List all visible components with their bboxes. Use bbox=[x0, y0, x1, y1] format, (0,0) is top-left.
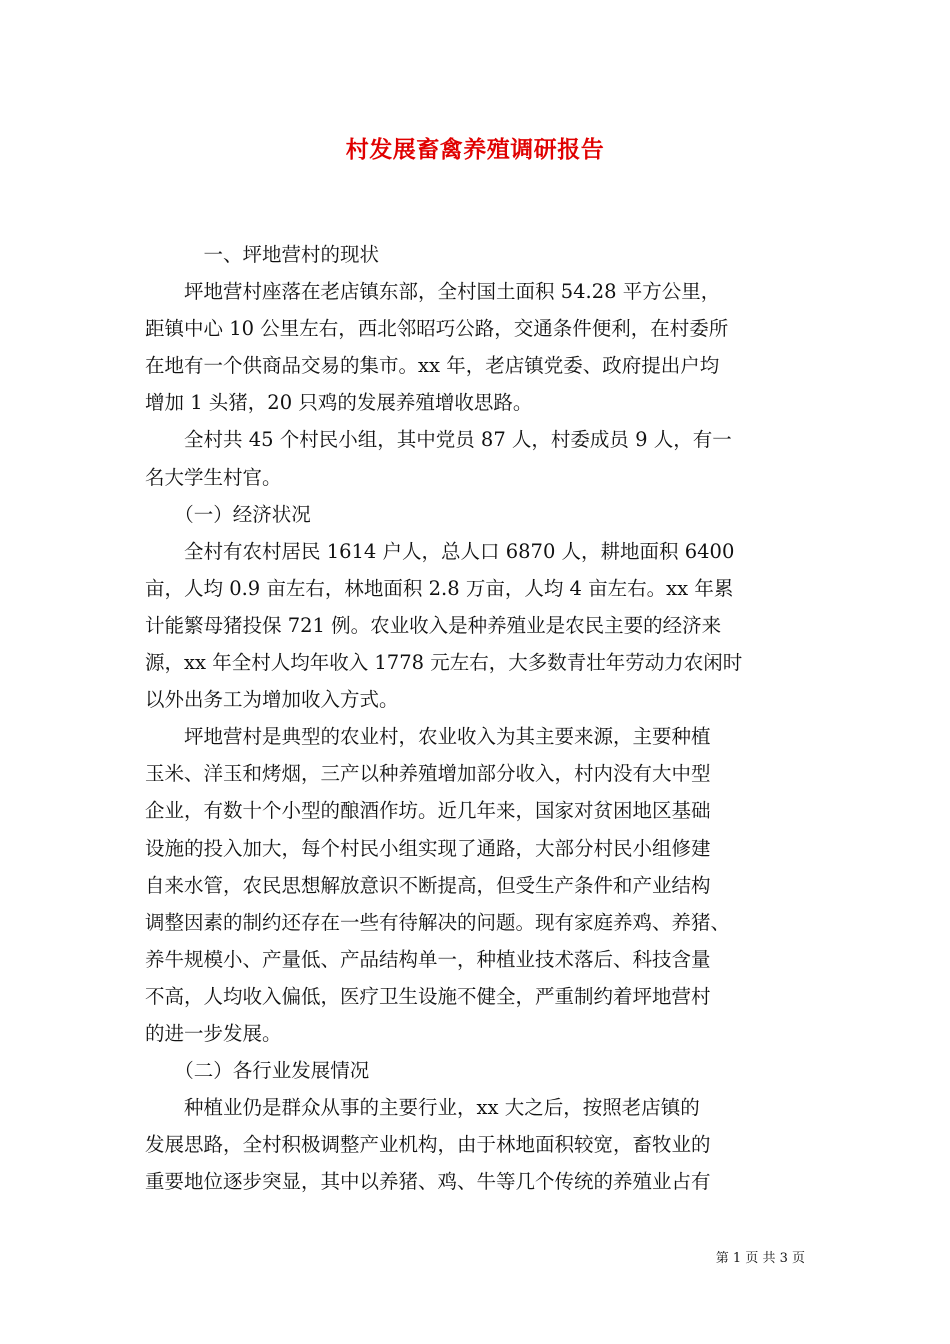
body-line: 发展思路，全村积极调整产业机构，由于林地面积较宽，畜牧业的 bbox=[145, 1133, 711, 1157]
body-line: 自来水管，农民思想解放意识不断提高，但受生产条件和产业结构 bbox=[145, 873, 711, 897]
body-line: 增加 1 头猪，20 只鸡的发展养殖增收思路。 bbox=[145, 391, 533, 415]
body-line: 名大学生村官。 bbox=[145, 465, 282, 489]
body-line: 源，xx 年全村人均年收入 1778 元左右，大多数青壮年劳动力农闲时 bbox=[145, 651, 743, 675]
body-line: 计能繁母猪投保 721 例。农业收入是种养殖业是农民主要的经济来 bbox=[145, 613, 722, 637]
body-line: 距镇中心 10 公里左右，西北邻昭巧公路，交通条件便利，在村委所 bbox=[145, 317, 729, 341]
body-line: 设施的投入加大，每个村民小组实现了通路，大部分村民小组修建 bbox=[145, 836, 711, 860]
body-line: 坪地营村座落在老店镇东部，全村国土面积 54.28 平方公里， bbox=[145, 280, 721, 304]
body-line: 的进一步发展。 bbox=[145, 1021, 282, 1045]
body-line: 全村有农村居民 1614 户人，总人口 6870 人，耕地面积 6400 bbox=[145, 539, 735, 563]
body-line: 在地有一个供商品交易的集市。xx 年，老店镇党委、政府提出户均 bbox=[145, 354, 720, 378]
body-line: 以外出务工为增加收入方式。 bbox=[145, 688, 399, 712]
document-title: 村发展畜禽养殖调研报告 bbox=[345, 136, 605, 163]
body-line: 玉米、洋玉和烤烟，三产以种养殖增加部分收入，村内没有大中型 bbox=[145, 762, 711, 786]
subsection-heading: （二）各行业发展情况 bbox=[145, 1059, 370, 1083]
body-line: 坪地营村是典型的农业村，农业收入为其主要来源，主要种植 bbox=[145, 725, 711, 749]
body-line: 全村共 45 个村民小组，其中党员 87 人，村委成员 9 人，有一 bbox=[145, 428, 732, 452]
body-line: 重要地位逐步突显，其中以养猪、鸡、牛等几个传统的养殖业占有 bbox=[145, 1170, 711, 1194]
document-body bbox=[145, 236, 807, 1200]
section-heading: 一、坪地营村的现状 bbox=[145, 243, 380, 266]
subsection-heading: （一）经济状况 bbox=[145, 502, 311, 526]
body-line: 调整因素的制约还存在一些有待解决的问题。现有家庭养鸡、养猪、 bbox=[145, 910, 731, 934]
page-number: 第 1 页 共 3 页 bbox=[715, 1251, 805, 1266]
body-line: 种植业仍是群众从事的主要行业，xx 大之后，按照老店镇的 bbox=[145, 1096, 700, 1120]
body-line: 养牛规模小、产量低、产品结构单一，种植业技术落后、科技含量 bbox=[145, 947, 711, 971]
body-line: 不高，人均收入偏低，医疗卫生设施不健全，严重制约着坪地营村 bbox=[145, 984, 711, 1008]
body-line: 亩，人均 0.9 亩左右，林地面积 2.8 万亩，人均 4 亩左右。xx 年累 bbox=[145, 576, 734, 600]
body-line: 企业，有数十个小型的酿酒作坊。近几年来，国家对贫困地区基础 bbox=[145, 799, 711, 823]
